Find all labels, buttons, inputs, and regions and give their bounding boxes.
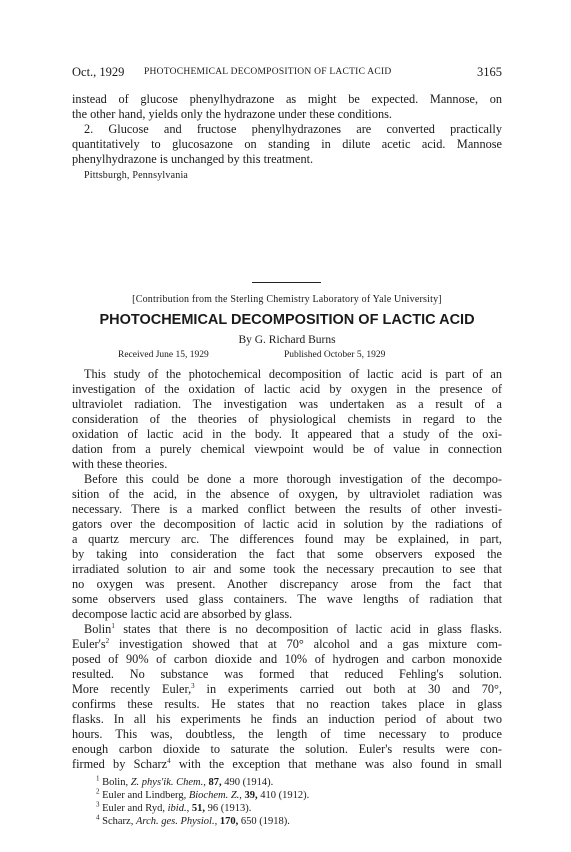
text-line: no oxygen was present. Another discrepancy arose from the fact that (72, 577, 502, 591)
text-line: instead of glucose phenylhydrazone as might be expected. Mannose, on (72, 92, 502, 106)
author-ref: Euler's (72, 637, 106, 651)
text-line (72, 757, 502, 772)
text-line: flasks. In all his experiments he finds an induction period of about two (72, 712, 502, 726)
text-line: 2. Glucose and fructose phenylhydrazones are converted practically (84, 122, 502, 136)
paragraph-prior-work (72, 622, 502, 772)
footnote-volume: 51, (189, 803, 205, 814)
author-ref: Bolin (84, 622, 112, 636)
footnote-volume: 170, (217, 816, 239, 827)
footnote-pages: 410 (1912). (257, 790, 310, 801)
text-line: some observers used glass containers. The wave lengths of radiation that (72, 592, 502, 606)
text-line: oxidation of lactic acid in the body. It appeared that a study of the oxi- (72, 427, 502, 441)
text-line: decompose lactic acid are absorbed by glass. (72, 607, 293, 621)
footnote-ref: 2 (105, 636, 110, 645)
footnote-volume: 87, (205, 777, 222, 788)
paragraph-background (72, 472, 502, 622)
text-line: This study of the photochemical decomposition of lactic acid is part of an (84, 367, 502, 381)
footnote-number: 2 (96, 787, 100, 796)
footnote-author: Euler and Ryd, (99, 803, 168, 814)
contribution-line: [Contribution from the Sterling Chemistry Laboratory of Yale University] (132, 294, 442, 305)
text-line: gators over the decomposition of lactic acid in solution by the radiations of (72, 517, 502, 531)
text-line: posed of 90% of carbon dioxide and 10% of hydrogen and carbon monoxide (72, 652, 502, 666)
footnote (96, 815, 496, 828)
text-line: with these theories. (72, 457, 168, 471)
text-run: investigation showed that at 70° alcohol and a gas mixture com- (109, 637, 502, 651)
text-line: consideration of the theories of physiological chemists in regard to the (72, 412, 502, 426)
text-run: with the exception that methane was also found in small (170, 757, 502, 771)
footnote-number: 3 (96, 800, 100, 809)
author-location: Pittsburgh, Pennsylvania (84, 170, 189, 181)
text-line: the other hand, yields only the hydrazone under these conditions. (72, 107, 392, 121)
text-line: resulted. No substance was formed that reduced Fehling's solution. (72, 667, 502, 681)
running-header (72, 64, 502, 80)
text-line (72, 682, 502, 697)
page-number: 3165 (477, 65, 502, 79)
footnote-journal: Z. phys'ik. Chem., (130, 777, 206, 788)
footnote-ref: 4 (167, 756, 171, 765)
text-line: quantitatively to glucosazone on standing in dilute acetic acid. Mannose (72, 137, 502, 151)
text-line: investigation of the oxidation of lactic acid by oxygen in the presence of (72, 382, 502, 396)
text-line: sition of the acid, in the absence of oxygen, by ultraviolet radiation was (72, 487, 502, 501)
text-run: states that there is no decomposition of lactic acid in glass flasks. (114, 622, 502, 636)
footnote-pages: 96 (1913). (204, 803, 252, 814)
text-line (72, 637, 502, 652)
running-title: PHOTOCHEMICAL DECOMPOSITION OF LACTIC ACID (144, 67, 392, 77)
paragraph-intro (72, 367, 502, 472)
section-divider (252, 282, 321, 283)
footnote-volume: 39, (241, 790, 258, 801)
published-date: Published October 5, 1929 (284, 350, 386, 360)
text-line: dation from a purely chemical viewpoint would be of value in connection (72, 442, 502, 456)
text-line: by taking into consideration the fact that some observers exposed the (72, 547, 502, 561)
footnote (96, 776, 496, 789)
article-title: PHOTOCHEMICAL DECOMPOSITION OF LACTIC ACID (99, 312, 475, 328)
received-date: Received June 15, 1929 (118, 350, 209, 360)
footnote-journal: ibid., (167, 803, 190, 814)
footnote-author: Bolin, (99, 777, 131, 788)
text-line (72, 622, 502, 637)
footnote-ref: 1 (111, 621, 115, 630)
author-ref: firmed by Scharz (72, 757, 168, 771)
footnote-author: Euler and Lindberg, (99, 790, 189, 801)
text-line: Before this could be done a more thorough investigation of the decompo- (84, 472, 502, 486)
footnote-ref: 3 (191, 681, 195, 690)
text-line: necessary. There is a marked conflict between the results of other investi- (72, 502, 502, 516)
author-ref: More recently Euler, (72, 682, 192, 696)
text-run: in experiments carried out both at 30 and 70°, (194, 682, 503, 696)
footnote-author: Scharz, (99, 816, 136, 827)
previous-article-conclusion (72, 92, 502, 183)
footnote (96, 789, 496, 802)
footnote-pages: 650 (1918). (238, 816, 290, 827)
text-line: ultraviolet radiation. The investigation was undertaken as a result of a (72, 397, 502, 411)
footnote (96, 802, 496, 815)
author-byline: By G. Richard Burns (238, 334, 336, 346)
text-line: irradiated solution to air and some took the necessary precaution to see that (72, 562, 502, 576)
text-line: enough carbon dioxide to saturate the solution. Euler's results were con- (72, 742, 502, 756)
text-line: phenylhydrazone is unchanged by this treatment. (72, 152, 314, 166)
issue-date: Oct., 1929 (72, 65, 125, 79)
footnote-pages: 490 (1914). (221, 777, 274, 788)
footnote-journal: Biochem. Z., (188, 790, 242, 801)
footnote-journal: Arch. ges. Physiol., (135, 816, 218, 827)
text-line: a quartz mercury arc. The differences found may be explained, in part, (72, 532, 502, 546)
text-line: hours. This was, doubtless, the length of time necessary to produce (72, 727, 502, 741)
footnote-number: 1 (96, 774, 100, 783)
footnote-number: 4 (96, 813, 100, 822)
text-line: confirms these results. He states that no reaction takes place in glass (72, 697, 502, 711)
